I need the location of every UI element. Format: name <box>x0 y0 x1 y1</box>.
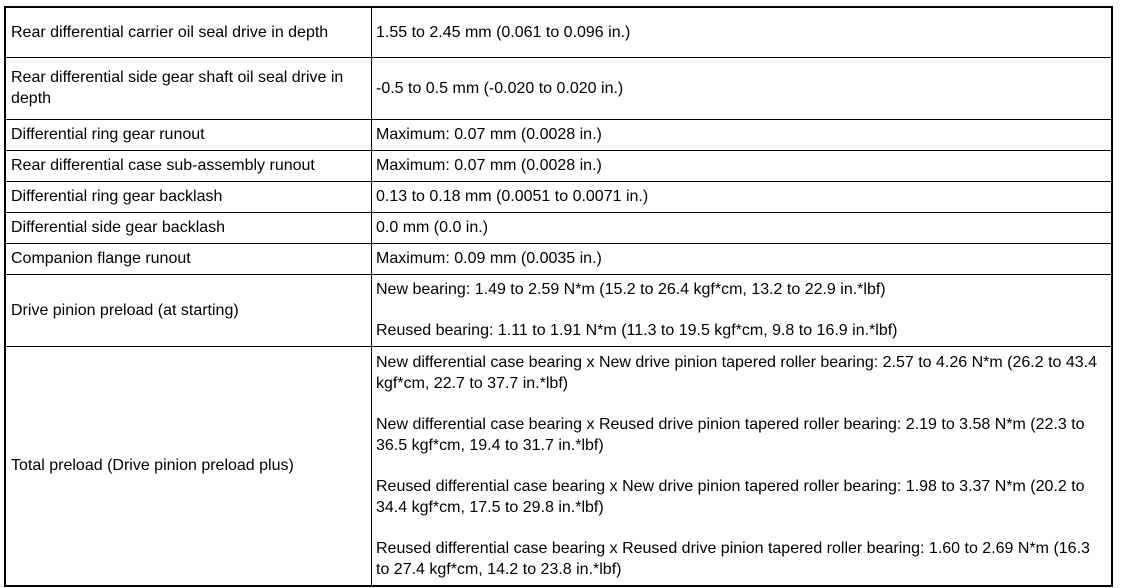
spec-value-line: Reused differential case bearing x New drive pinion tapered roller bearing: 1.98 to 3.37 N*m (20.2 to 34.4 kgf*cm, 17.5 to 29.8 in.*lbf) <box>376 477 1085 516</box>
spec-value: Maximum: 0.07 mm (0.0028 in.) <box>372 150 1113 181</box>
table-row <box>5 274 1112 346</box>
table-row <box>5 181 1112 212</box>
table-row <box>5 243 1112 274</box>
spec-value-line: Reused differential case bearing x Reused drive pinion tapered roller bearing: 1.60 to 2.69 N*m (16.3 to 27.4 kgf*cm, 14.2 to 23.8 in.*lbf) <box>376 539 1090 578</box>
spacer <box>376 456 1105 476</box>
spec-value-line: New differential case bearing x Reused drive pinion tapered roller bearing: 2.19 to 3.58 N*m (22.3 to 36.5 kgf*cm, 19.4 to 31.7 in.*lbf) <box>376 415 1085 454</box>
table-row <box>5 150 1112 181</box>
spec-value: 0.0 mm (0.0 in.) <box>372 212 1113 243</box>
spec-value: 1.55 to 2.45 mm (0.061 to 0.096 in.) <box>372 7 1113 57</box>
spec-label: Rear differential side gear shaft oil seal drive in depth <box>5 57 372 119</box>
spec-value: -0.5 to 0.5 mm (-0.020 to 0.020 in.) <box>372 57 1113 119</box>
specification-table <box>4 6 1113 587</box>
spacer <box>376 300 1105 320</box>
spacer <box>376 394 1105 414</box>
spacer <box>376 518 1105 538</box>
spec-label: Differential side gear backlash <box>5 212 372 243</box>
spec-value: Maximum: 0.07 mm (0.0028 in.) <box>372 119 1113 150</box>
spec-value-line: New differential case bearing x New drive pinion tapered roller bearing: 2.57 to 4.26 N*m (26.2 to 43.4 kgf*cm, 22.7 to 37.7 in.*lbf) <box>376 353 1098 392</box>
spec-value: Maximum: 0.09 mm (0.0035 in.) <box>372 243 1113 274</box>
spec-label: Rear differential carrier oil seal drive in depth <box>5 7 372 57</box>
spec-value-line: New bearing: 1.49 to 2.59 N*m (15.2 to 26.4 kgf*cm, 13.2 to 22.9 in.*lbf) <box>376 281 886 298</box>
table-row <box>5 212 1112 243</box>
spec-label: Rear differential case sub-assembly runout <box>5 150 372 181</box>
table-row <box>5 346 1112 586</box>
spec-value-group <box>372 274 1113 346</box>
spec-label: Drive pinion preload (at starting) <box>5 274 372 346</box>
spec-value-line: Reused bearing: 1.11 to 1.91 N*m (11.3 to 19.5 kgf*cm, 9.8 to 16.9 in.*lbf) <box>376 322 898 339</box>
table-row <box>5 119 1112 150</box>
spec-label: Differential ring gear runout <box>5 119 372 150</box>
spec-label: Companion flange runout <box>5 243 372 274</box>
spec-value-group <box>372 346 1113 586</box>
spec-label: Total preload (Drive pinion preload plus) <box>5 346 372 586</box>
table-row <box>5 57 1112 119</box>
specification-table-body <box>5 7 1112 586</box>
spec-label: Differential ring gear backlash <box>5 181 372 212</box>
spec-value: 0.13 to 0.18 mm (0.0051 to 0.0071 in.) <box>372 181 1113 212</box>
table-row <box>5 7 1112 57</box>
